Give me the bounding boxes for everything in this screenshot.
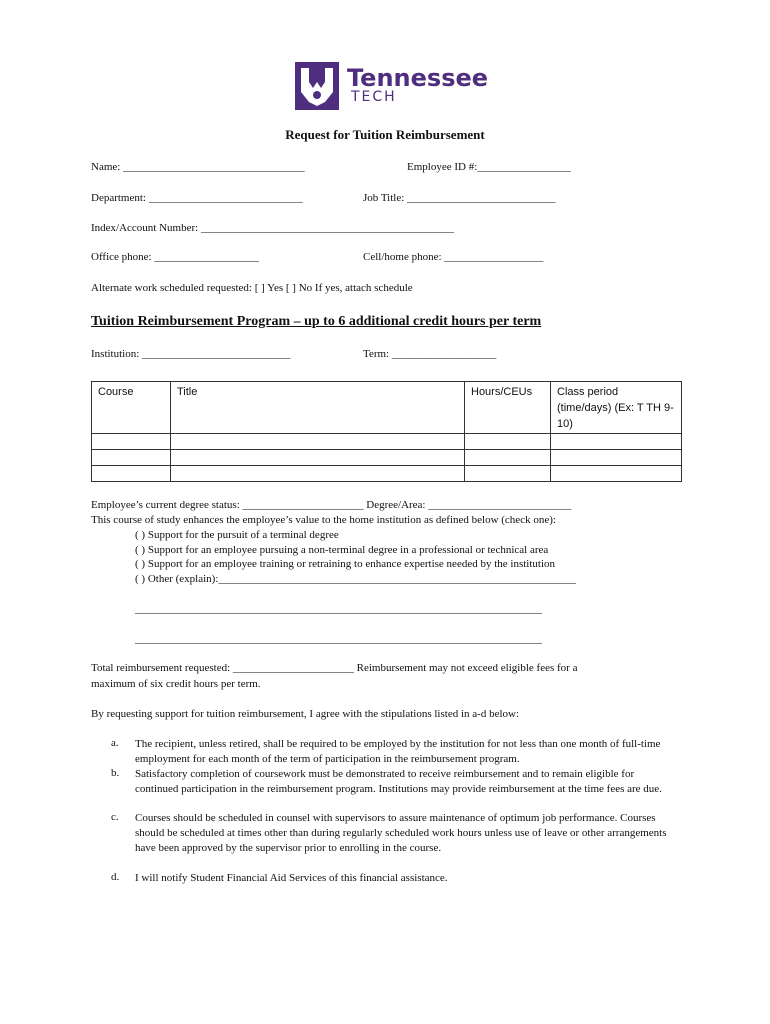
cell-phone-field[interactable]: Cell/home phone: __________________	[363, 251, 544, 263]
table-cell[interactable]	[92, 434, 171, 450]
table-cell[interactable]	[171, 434, 465, 450]
employee-id-field[interactable]: Employee ID #:_________________	[407, 161, 571, 173]
stipulation-text: The recipient, unless retired, shall be required to be employed by the institution for not less than one month of full-time employment for each month of the term of participation in the reimbursement program.	[135, 738, 661, 765]
table-cell[interactable]	[551, 434, 682, 450]
table-row	[92, 450, 682, 466]
stipulation-text: I will notify Student Financial Aid Services of this financial assistance.	[135, 872, 448, 884]
option-training[interactable]: ( ) Support for an employee training or retraining to enhance expertise needed by the institution	[135, 558, 556, 570]
option-terminal-degree[interactable]: ( ) Support for the pursuit of a terminal degree	[135, 529, 339, 541]
name-field[interactable]: Name: _________________________________	[91, 161, 305, 173]
total-reimbursement-field[interactable]: Total reimbursement requested: ______________________ Reimbursement may not exceed eligible fees for a	[91, 662, 578, 674]
col-header-class-period: Class period (time/days) (Ex: T TH 9-10)	[551, 382, 682, 434]
table-cell[interactable]	[551, 466, 682, 482]
explain-line-1[interactable]: __________________________________________________________________________	[135, 603, 542, 615]
stipulation-letter: d.	[111, 871, 120, 883]
stipulation-letter: c.	[111, 811, 119, 823]
option-other[interactable]: ( ) Other (explain):_________________________________________________________________	[135, 573, 576, 585]
job-title-field[interactable]: Job Title: ___________________________	[363, 192, 556, 204]
table-cell[interactable]	[465, 450, 551, 466]
col-header-title: Title	[171, 382, 465, 434]
logo-tech: TECH	[351, 89, 397, 105]
table-cell[interactable]	[465, 434, 551, 450]
eagle-shield-icon	[295, 62, 339, 110]
stipulation-letter: a.	[111, 737, 119, 749]
logo-name: Tennessee	[347, 64, 489, 92]
agreement-statement: By requesting support for tuition reimbursement, I agree with the stipulations listed in a-d below:	[91, 708, 520, 720]
department-field[interactable]: Department: ____________________________	[91, 192, 303, 204]
table-cell[interactable]	[171, 450, 465, 466]
table-cell[interactable]	[465, 466, 551, 482]
form-title: Request for Tuition Reimbursement	[285, 127, 485, 142]
degree-status-field[interactable]: Employee’s current degree status: ______________________ Degree/Area: __________________________	[91, 499, 572, 511]
tennessee-tech-logo	[295, 62, 489, 112]
explain-line-2[interactable]: __________________________________________________________________________	[135, 633, 542, 645]
table-row	[92, 466, 682, 482]
col-header-course: Course	[92, 382, 171, 434]
course-table	[91, 381, 682, 482]
table-row	[92, 434, 682, 450]
table-header-row	[92, 382, 682, 434]
col-header-hours: Hours/CEUs	[465, 382, 551, 434]
table-cell[interactable]	[92, 466, 171, 482]
stipulation-text: Courses should be scheduled in counsel with supervisors to assure maintenance of optimum job performance. Courses should be scheduled at times other than during regularly scheduled work hours unless use of leave or other arrangements have been approved by the supervisor prior to enrolling in the course.	[135, 812, 667, 854]
table-cell[interactable]	[171, 466, 465, 482]
term-field[interactable]: Term: ___________________	[363, 348, 497, 360]
option-non-terminal-degree[interactable]: ( ) Support for an employee pursuing a non-terminal degree in a professional or technical area	[135, 544, 549, 556]
stipulation-text: Satisfactory completion of coursework must be demonstrated to receive reimbursement and to remain eligible for continued participation in the reimbursement program. Institutions may provide reimbursement at the time fees are due.	[135, 768, 662, 795]
account-number-field[interactable]: Index/Account Number: ______________________________________________	[91, 222, 454, 234]
stipulation-letter: b.	[111, 767, 120, 779]
table-cell[interactable]	[92, 450, 171, 466]
office-phone-field[interactable]: Office phone: ___________________	[91, 251, 259, 263]
enhances-statement: This course of study enhances the employee’s value to the home institution as defined below (check one):	[91, 514, 556, 526]
reimbursement-note: maximum of six credit hours per term.	[91, 678, 261, 690]
section-heading: Tuition Reimbursement Program – up to 6 additional credit hours per term	[91, 314, 542, 329]
institution-field[interactable]: Institution: ___________________________	[91, 348, 291, 360]
table-cell[interactable]	[551, 450, 682, 466]
alternate-work-field[interactable]: Alternate work scheduled requested: [ ] Yes [ ] No If yes, attach schedule	[91, 282, 413, 294]
